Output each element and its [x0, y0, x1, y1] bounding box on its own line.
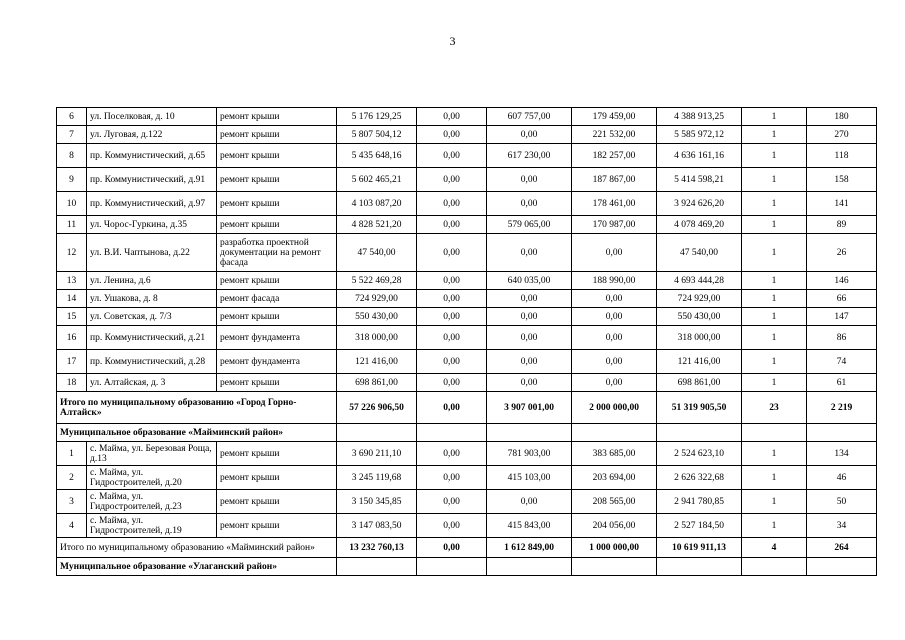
address-cell: ул. Алтайская, д. 3 [87, 374, 217, 392]
value-cell: 3 924 626,20 [657, 192, 742, 216]
address-cell: пр. Коммунистический, д.21 [87, 326, 217, 350]
work-type-cell: ремонт фундамента [217, 350, 337, 374]
subtotal-row [57, 538, 877, 558]
address-cell: ул. Чорос-Гуркина, д.35 [87, 216, 217, 234]
table-row [57, 290, 877, 308]
work-type-cell: ремонт крыши [217, 466, 337, 490]
value-cell: 0,00 [417, 442, 487, 466]
table-row [57, 216, 877, 234]
table-row [57, 466, 877, 490]
value-cell: 0,00 [417, 234, 487, 272]
value-cell: 698 861,00 [657, 374, 742, 392]
subtotal-value-cell: 2 219 [807, 392, 877, 424]
subtotal-value-cell: 1 000 000,00 [572, 538, 657, 558]
page-number: 3 [449, 34, 456, 48]
work-type-cell: ремонт фундамента [217, 326, 337, 350]
value-cell: 1 [742, 168, 807, 192]
value-cell: 0,00 [572, 290, 657, 308]
value-cell: 0,00 [417, 126, 487, 144]
value-cell: 1 [742, 290, 807, 308]
value-cell: 1 [742, 326, 807, 350]
value-cell: 141 [807, 192, 877, 216]
value-cell: 0,00 [417, 350, 487, 374]
section-title-cell: Муниципальное образование «Майминский район» [57, 424, 337, 442]
work-type-cell: ремонт крыши [217, 374, 337, 392]
work-type-cell: ремонт крыши [217, 272, 337, 290]
subtotal-value-cell: 13 232 760,13 [337, 538, 417, 558]
value-cell: 134 [807, 442, 877, 466]
value-cell: 4 078 469,20 [657, 216, 742, 234]
total-cost-cell: 3 245 119,68 [337, 466, 417, 490]
table-row [57, 168, 877, 192]
address-cell: пр. Коммунистический, д.65 [87, 144, 217, 168]
value-cell: 617 230,00 [487, 144, 572, 168]
subtotal-value-cell: 23 [742, 392, 807, 424]
value-cell: 1 [742, 144, 807, 168]
value-cell: 0,00 [572, 326, 657, 350]
value-cell: 118 [807, 144, 877, 168]
value-cell: 0,00 [487, 192, 572, 216]
total-cost-cell: 5 435 648,16 [337, 144, 417, 168]
value-cell: 178 461,00 [572, 192, 657, 216]
subtotal-value-cell: 3 907 001,00 [487, 392, 572, 424]
value-cell: 1 [742, 514, 807, 538]
subtotal-value-cell: 0,00 [417, 538, 487, 558]
total-cost-cell: 318 000,00 [337, 326, 417, 350]
value-cell: 415 843,00 [487, 514, 572, 538]
address-cell: пр. Коммунистический, д.97 [87, 192, 217, 216]
value-cell: 0,00 [487, 350, 572, 374]
value-cell: 203 694,00 [572, 466, 657, 490]
subtotal-value-cell: 51 319 905,50 [657, 392, 742, 424]
row-number-cell: 12 [57, 234, 87, 272]
table-row [57, 490, 877, 514]
subtotal-row [57, 392, 877, 424]
total-cost-cell: 3 150 345,85 [337, 490, 417, 514]
total-cost-cell: 5 522 469,28 [337, 272, 417, 290]
address-cell: с. Майма, ул. Гидростроителей, д.19 [87, 514, 217, 538]
value-cell: 0,00 [487, 168, 572, 192]
value-cell: 0,00 [417, 290, 487, 308]
address-cell: ул. В.И. Чаптынова, д.22 [87, 234, 217, 272]
value-cell: 0,00 [417, 144, 487, 168]
value-cell: 66 [807, 290, 877, 308]
row-number-cell: 14 [57, 290, 87, 308]
value-cell: 1 [742, 272, 807, 290]
value-cell: 579 065,00 [487, 216, 572, 234]
value-cell: 0,00 [417, 108, 487, 126]
value-cell: 781 903,00 [487, 442, 572, 466]
empty-cell [417, 424, 487, 442]
row-number-cell: 17 [57, 350, 87, 374]
value-cell: 1 [742, 374, 807, 392]
section-header-row [57, 558, 877, 576]
empty-cell [417, 558, 487, 576]
address-cell: ул. Ушакова, д. 8 [87, 290, 217, 308]
subtotal-label-cell: Итого по муниципальному образованию «Майминский район» [57, 538, 337, 558]
row-number-cell: 8 [57, 144, 87, 168]
value-cell: 0,00 [417, 308, 487, 326]
empty-cell [572, 424, 657, 442]
total-cost-cell: 4 828 521,20 [337, 216, 417, 234]
row-number-cell: 16 [57, 326, 87, 350]
value-cell: 5 414 598,21 [657, 168, 742, 192]
value-cell: 0,00 [487, 374, 572, 392]
value-cell: 4 388 913,25 [657, 108, 742, 126]
work-type-cell: ремонт крыши [217, 514, 337, 538]
value-cell: 0,00 [417, 490, 487, 514]
value-cell: 180 [807, 108, 877, 126]
row-number-cell: 3 [57, 490, 87, 514]
subtotal-value-cell: 10 619 911,13 [657, 538, 742, 558]
empty-cell [807, 558, 877, 576]
value-cell: 1 [742, 216, 807, 234]
empty-cell [487, 424, 572, 442]
table-row [57, 442, 877, 466]
empty-cell [337, 424, 417, 442]
value-cell: 0,00 [572, 350, 657, 374]
value-cell: 5 585 972,12 [657, 126, 742, 144]
total-cost-cell: 5 807 504,12 [337, 126, 417, 144]
table-row [57, 308, 877, 326]
value-cell: 550 430,00 [657, 308, 742, 326]
subtotal-value-cell: 0,00 [417, 392, 487, 424]
empty-cell [572, 558, 657, 576]
value-cell: 724 929,00 [657, 290, 742, 308]
value-cell: 0,00 [572, 234, 657, 272]
work-type-cell: ремонт крыши [217, 192, 337, 216]
work-type-cell: ремонт крыши [217, 308, 337, 326]
empty-cell [337, 558, 417, 576]
value-cell: 318 000,00 [657, 326, 742, 350]
value-cell: 46 [807, 466, 877, 490]
address-cell: с. Майма, ул. Гидростроителей, д.20 [87, 466, 217, 490]
value-cell: 0,00 [487, 290, 572, 308]
table-row [57, 144, 877, 168]
total-cost-cell: 724 929,00 [337, 290, 417, 308]
value-cell: 640 035,00 [487, 272, 572, 290]
value-cell: 170 987,00 [572, 216, 657, 234]
subtotal-value-cell: 57 226 906,50 [337, 392, 417, 424]
empty-cell [742, 558, 807, 576]
address-cell: ул. Советская, д. 7/3 [87, 308, 217, 326]
total-cost-cell: 5 602 465,21 [337, 168, 417, 192]
value-cell: 26 [807, 234, 877, 272]
empty-cell [657, 424, 742, 442]
total-cost-cell: 550 430,00 [337, 308, 417, 326]
value-cell: 86 [807, 326, 877, 350]
row-number-cell: 7 [57, 126, 87, 144]
repair-program-table [56, 107, 877, 576]
value-cell: 0,00 [487, 308, 572, 326]
work-type-cell: ремонт фасада [217, 290, 337, 308]
value-cell: 270 [807, 126, 877, 144]
table-row [57, 234, 877, 272]
value-cell: 121 416,00 [657, 350, 742, 374]
value-cell: 0,00 [487, 490, 572, 514]
value-cell: 0,00 [417, 192, 487, 216]
row-number-cell: 18 [57, 374, 87, 392]
work-type-cell: разработка проектной документации на ремонт фасада [217, 234, 337, 272]
table-row [57, 326, 877, 350]
value-cell: 182 257,00 [572, 144, 657, 168]
value-cell: 0,00 [487, 234, 572, 272]
value-cell: 61 [807, 374, 877, 392]
value-cell: 0,00 [487, 126, 572, 144]
table-row [57, 192, 877, 216]
value-cell: 2 626 322,68 [657, 466, 742, 490]
value-cell: 4 636 161,16 [657, 144, 742, 168]
table-row [57, 272, 877, 290]
value-cell: 47 540,00 [657, 234, 742, 272]
work-type-cell: ремонт крыши [217, 144, 337, 168]
work-type-cell: ремонт крыши [217, 126, 337, 144]
empty-cell [487, 558, 572, 576]
subtotal-label-cell: Итого по муниципальному образованию «Город Горно-Алтайск» [57, 392, 337, 424]
value-cell: 4 693 444,28 [657, 272, 742, 290]
value-cell: 0,00 [417, 216, 487, 234]
subtotal-value-cell: 1 612 849,00 [487, 538, 572, 558]
row-number-cell: 15 [57, 308, 87, 326]
table-row [57, 126, 877, 144]
total-cost-cell: 3 690 211,10 [337, 442, 417, 466]
total-cost-cell: 4 103 087,20 [337, 192, 417, 216]
empty-cell [657, 558, 742, 576]
section-header-row [57, 424, 877, 442]
address-cell: с. Майма, ул. Березовая Роща, д.13 [87, 442, 217, 466]
value-cell: 0,00 [417, 374, 487, 392]
table-row [57, 514, 877, 538]
value-cell: 2 524 623,10 [657, 442, 742, 466]
value-cell: 1 [742, 490, 807, 514]
value-cell: 1 [742, 192, 807, 216]
value-cell: 34 [807, 514, 877, 538]
work-type-cell: ремонт крыши [217, 168, 337, 192]
value-cell: 1 [742, 350, 807, 374]
value-cell: 188 990,00 [572, 272, 657, 290]
empty-cell [742, 424, 807, 442]
subtotal-value-cell: 264 [807, 538, 877, 558]
value-cell: 0,00 [487, 326, 572, 350]
value-cell: 187 867,00 [572, 168, 657, 192]
row-number-cell: 4 [57, 514, 87, 538]
value-cell: 208 565,00 [572, 490, 657, 514]
value-cell: 1 [742, 466, 807, 490]
total-cost-cell: 698 861,00 [337, 374, 417, 392]
value-cell: 415 103,00 [487, 466, 572, 490]
table-row [57, 350, 877, 374]
address-cell: с. Майма, ул. Гидростроителей, д.23 [87, 490, 217, 514]
value-cell: 1 [742, 308, 807, 326]
value-cell: 0,00 [417, 514, 487, 538]
value-cell: 74 [807, 350, 877, 374]
value-cell: 89 [807, 216, 877, 234]
value-cell: 0,00 [417, 466, 487, 490]
value-cell: 383 685,00 [572, 442, 657, 466]
work-type-cell: ремонт крыши [217, 490, 337, 514]
value-cell: 0,00 [572, 308, 657, 326]
value-cell: 1 [742, 108, 807, 126]
value-cell: 0,00 [417, 168, 487, 192]
section-title-cell: Муниципальное образование «Улаганский район» [57, 558, 337, 576]
row-number-cell: 9 [57, 168, 87, 192]
value-cell: 1 [742, 442, 807, 466]
total-cost-cell: 47 540,00 [337, 234, 417, 272]
work-type-cell: ремонт крыши [217, 108, 337, 126]
subtotal-value-cell: 2 000 000,00 [572, 392, 657, 424]
total-cost-cell: 5 176 129,25 [337, 108, 417, 126]
value-cell: 0,00 [572, 374, 657, 392]
address-cell: пр. Коммунистический, д.28 [87, 350, 217, 374]
value-cell: 147 [807, 308, 877, 326]
value-cell: 221 532,00 [572, 126, 657, 144]
row-number-cell: 11 [57, 216, 87, 234]
value-cell: 0,00 [417, 272, 487, 290]
row-number-cell: 10 [57, 192, 87, 216]
empty-cell [807, 424, 877, 442]
total-cost-cell: 3 147 083,50 [337, 514, 417, 538]
value-cell: 2 941 780,85 [657, 490, 742, 514]
address-cell: ул. Ленина, д.6 [87, 272, 217, 290]
table-row [57, 108, 877, 126]
value-cell: 2 527 184,50 [657, 514, 742, 538]
address-cell: пр. Коммунистический, д.91 [87, 168, 217, 192]
table-row [57, 374, 877, 392]
row-number-cell: 6 [57, 108, 87, 126]
value-cell: 607 757,00 [487, 108, 572, 126]
total-cost-cell: 121 416,00 [337, 350, 417, 374]
work-type-cell: ремонт крыши [217, 216, 337, 234]
value-cell: 50 [807, 490, 877, 514]
subtotal-value-cell: 4 [742, 538, 807, 558]
address-cell: ул. Луговая, д.122 [87, 126, 217, 144]
address-cell: ул. Поселковая, д. 10 [87, 108, 217, 126]
row-number-cell: 2 [57, 466, 87, 490]
value-cell: 1 [742, 126, 807, 144]
value-cell: 0,00 [417, 326, 487, 350]
value-cell: 204 056,00 [572, 514, 657, 538]
value-cell: 179 459,00 [572, 108, 657, 126]
work-type-cell: ремонт крыши [217, 442, 337, 466]
row-number-cell: 13 [57, 272, 87, 290]
value-cell: 1 [742, 234, 807, 272]
row-number-cell: 1 [57, 442, 87, 466]
value-cell: 158 [807, 168, 877, 192]
value-cell: 146 [807, 272, 877, 290]
